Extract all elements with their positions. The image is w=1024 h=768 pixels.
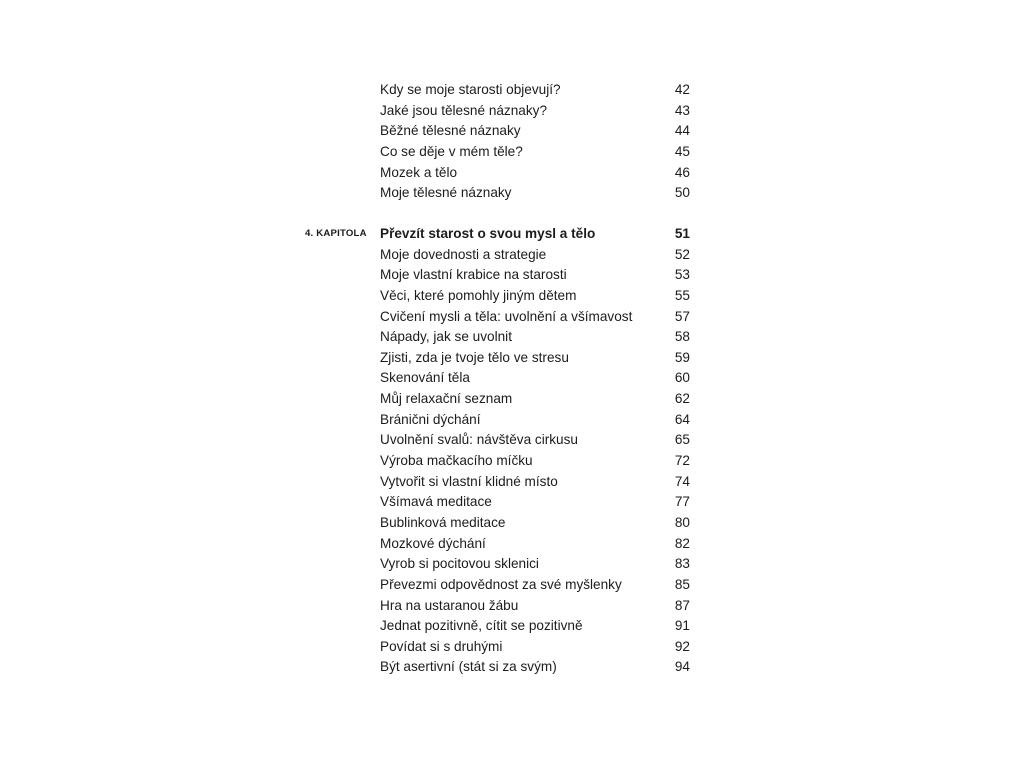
chapter-page: 51 <box>674 226 690 241</box>
toc-entry <box>0 534 1024 555</box>
toc-entry-title: Všímavá meditace <box>380 494 492 510</box>
toc-entry-page: 65 <box>674 432 690 448</box>
chapter-label: 4. KAPITOLA <box>305 228 367 239</box>
toc-entry <box>0 348 1024 369</box>
toc-entry-page: 46 <box>674 164 690 180</box>
toc-entry <box>0 142 1024 163</box>
toc-entry-page: 58 <box>674 329 690 345</box>
toc-entry-page: 94 <box>674 659 690 675</box>
toc-entry-title: Povídat si s druhými <box>380 638 503 654</box>
toc-entry <box>0 121 1024 142</box>
toc-entry-title: Skenování těla <box>380 370 470 386</box>
toc-entry-title: Zjisti, zda je tvoje tělo ve stresu <box>380 349 569 365</box>
toc-entry <box>0 101 1024 122</box>
toc-entry-title: Být asertivní (stát si za svým) <box>380 659 557 675</box>
toc-entry <box>0 265 1024 286</box>
toc-entry-page: 43 <box>674 102 690 118</box>
toc-entry-page: 57 <box>674 308 690 324</box>
toc-entry-title: Bublinková meditace <box>380 514 506 530</box>
toc-entry <box>0 513 1024 534</box>
toc-entry-page: 82 <box>674 535 690 551</box>
toc-entry <box>0 183 1024 204</box>
toc-entry-page: 85 <box>674 576 690 592</box>
toc-entry-page: 59 <box>674 349 690 365</box>
toc-continued-section <box>0 80 1024 204</box>
toc-entry-page: 55 <box>674 287 690 303</box>
toc-entry-page: 53 <box>674 267 690 283</box>
toc-entry-title: Moje vlastní krabice na starosti <box>380 267 567 283</box>
toc-entry-page: 80 <box>674 514 690 530</box>
toc-entry-title: Nápady, jak se uvolnit <box>380 329 512 345</box>
toc-entry-title: Cvičení mysli a těla: uvolnění a všímavost <box>380 308 633 324</box>
toc-entry-page: 87 <box>674 597 690 613</box>
toc-chapter-4-section <box>0 224 1024 678</box>
toc-entry-page: 74 <box>674 473 690 489</box>
toc-entry <box>0 368 1024 389</box>
chapter-title: Převzít starost o svou mysl a tělo <box>380 226 596 241</box>
toc-entry <box>0 80 1024 101</box>
toc-entry <box>0 410 1024 431</box>
toc-entry <box>0 451 1024 472</box>
toc-entry-title: Převezmi odpovědnost za své myšlenky <box>380 576 622 592</box>
toc-entry-title: Běžné tělesné náznaky <box>380 123 521 139</box>
toc-entry-title: Hra na ustaranou žábu <box>380 597 519 613</box>
toc-entry-title: Jaké jsou tělesné náznaky? <box>380 102 548 118</box>
chapter-heading-row <box>0 224 1024 245</box>
toc-entry <box>0 492 1024 513</box>
toc-entry <box>0 657 1024 678</box>
toc-entry-page: 60 <box>674 370 690 386</box>
toc-entry-title: Můj relaxační seznam <box>380 391 513 407</box>
toc-entry-title: Co se děje v mém těle? <box>380 143 523 159</box>
toc-entry <box>0 245 1024 266</box>
toc-entry-title: Výroba mačkacího míčku <box>380 453 533 469</box>
toc-entry-page: 44 <box>674 123 690 139</box>
toc-entry-title: Mozek a tělo <box>380 164 458 180</box>
toc-entry-page: 42 <box>674 82 690 97</box>
toc-entry-title: Vytvořit si vlastní klidné místo <box>380 473 558 489</box>
toc-entry-title: Uvolnění svalů: návštěva cirkusu <box>380 432 578 448</box>
toc-entry <box>0 327 1024 348</box>
toc-entry-page: 52 <box>674 246 690 262</box>
toc-entry-page: 91 <box>674 618 690 634</box>
toc-entry-title: Bránični dýchání <box>380 411 481 427</box>
toc-entry <box>0 596 1024 617</box>
toc-entry-title: Jednat pozitivně, cítit se pozitivně <box>380 618 583 634</box>
toc-entry-page: 92 <box>674 638 690 654</box>
toc-entry <box>0 430 1024 451</box>
toc-entry-page: 50 <box>674 185 690 201</box>
toc-entry <box>0 554 1024 575</box>
toc-entry-page: 64 <box>674 411 690 427</box>
toc-entry-title: Věci, které pomohly jiným dětem <box>380 287 577 303</box>
toc-entry <box>0 616 1024 637</box>
toc-entry-title: Moje dovednosti a strategie <box>380 246 547 262</box>
toc-entry-title: Kdy se moje starosti objevují? <box>380 82 561 97</box>
toc-entry <box>0 389 1024 410</box>
toc-entry <box>0 637 1024 658</box>
toc-entry <box>0 472 1024 493</box>
toc-entry-page: 45 <box>674 143 690 159</box>
toc-entry <box>0 286 1024 307</box>
toc-entry <box>0 307 1024 328</box>
toc-entry-title: Vyrob si pocitovou sklenici <box>380 556 539 572</box>
toc-entry-title: Mozkové dýchání <box>380 535 486 551</box>
toc-entry-page: 83 <box>674 556 690 572</box>
toc-entry-title: Moje tělesné náznaky <box>380 185 512 201</box>
toc-entry-page: 77 <box>674 494 690 510</box>
toc-entry-page: 72 <box>674 453 690 469</box>
toc-entry <box>0 163 1024 184</box>
toc-entry <box>0 575 1024 596</box>
toc-entry-page: 62 <box>674 391 690 407</box>
